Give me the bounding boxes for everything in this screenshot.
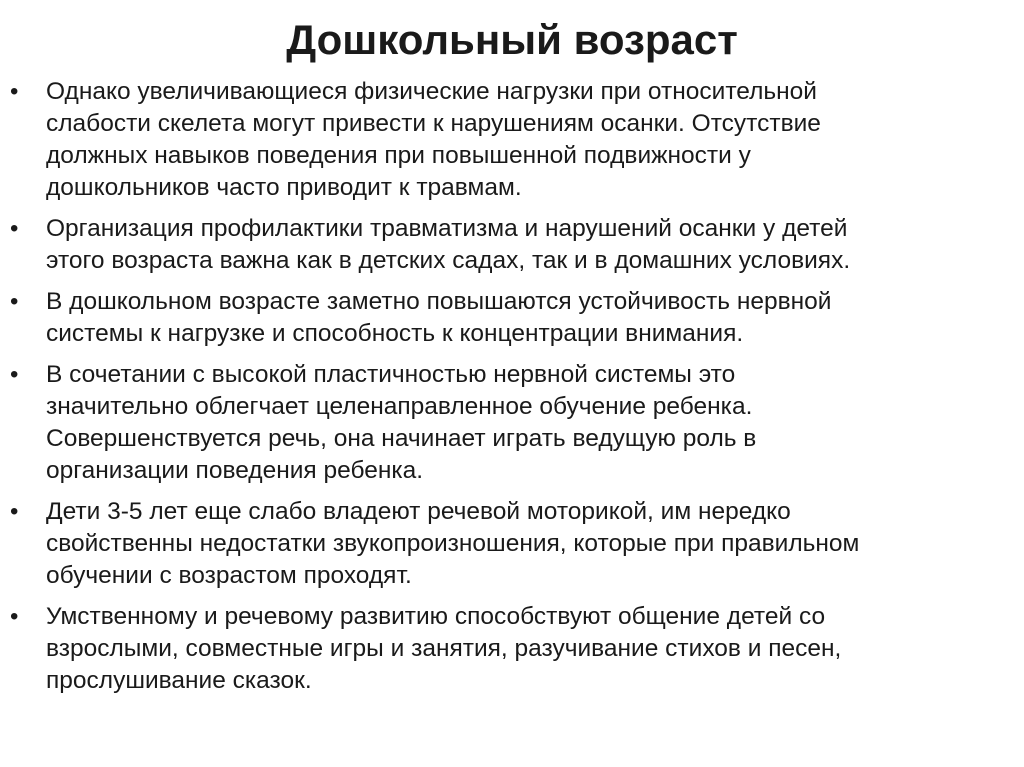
bullet-text: [46, 359, 1015, 487]
bullet-item: [10, 213, 1015, 277]
bullet-line: системы к нагрузке и способность к концентрации внимания.: [46, 320, 744, 347]
bullet-line: Дети 3-5 лет еще слабо владеют речевой моторикой, им нередко: [46, 498, 791, 525]
bullet-text: [46, 601, 1015, 697]
bullet-text: [46, 496, 1015, 592]
bullet-line: взрослыми, совместные игры и занятия, разучивание стихов и песен,: [46, 635, 842, 662]
bullet-line: дошкольников часто приводит к травмам.: [46, 174, 522, 201]
bullet-text: [46, 213, 1015, 277]
bullet-line: должных навыков поведения при повышенной подвижности у: [46, 142, 751, 169]
bullet-line: прослушивание сказок.: [46, 667, 312, 694]
bullet-dot-icon: •: [10, 215, 19, 242]
bullet-item: [10, 76, 1015, 204]
bullet-list: [10, 76, 1015, 706]
slide-title: Дошкольный возраст: [286, 16, 738, 63]
bullet-line: слабости скелета могут привести к нарушениям осанки. Отсутствие: [46, 110, 821, 137]
bullet-line: В дошкольном возрасте заметно повышаются устойчивость нервной: [46, 288, 832, 315]
bullet-text: [46, 286, 1015, 350]
bullet-item: [10, 359, 1015, 487]
bullet-line: свойственны недостатки звукопроизношения, которые при правильном: [46, 530, 860, 557]
bullet-line: организации поведения ребенка.: [46, 457, 424, 484]
bullet-dot-icon: •: [10, 288, 19, 315]
bullet-line: Однако увеличивающиеся физические нагрузки при относительной: [46, 78, 817, 105]
bullet-item: [10, 601, 1015, 697]
bullet-dot-icon: •: [10, 603, 19, 630]
bullet-text: [46, 76, 1015, 204]
bullet-item: [10, 496, 1015, 592]
bullet-line: Умственному и речевому развитию способствуют общение детей со: [46, 603, 826, 630]
bullet-line: Совершенствуется речь, она начинает играть ведущую роль в: [46, 425, 757, 452]
bullet-line: Организация профилактики травматизма и нарушений осанки у детей: [46, 215, 848, 242]
bullet-dot-icon: •: [10, 78, 19, 105]
bullet-dot-icon: •: [10, 498, 19, 525]
bullet-line: этого возраста важна как в детских садах, так и в домашних условиях.: [46, 247, 851, 274]
bullet-dot-icon: •: [10, 361, 19, 388]
bullet-item: [10, 286, 1015, 350]
bullet-line: В сочетании с высокой пластичностью нервной системы это: [46, 361, 736, 388]
bullet-line: обучении с возрастом проходят.: [46, 562, 412, 589]
bullet-line: значительно облегчает целенаправленное обучение ребенка.: [46, 393, 753, 420]
